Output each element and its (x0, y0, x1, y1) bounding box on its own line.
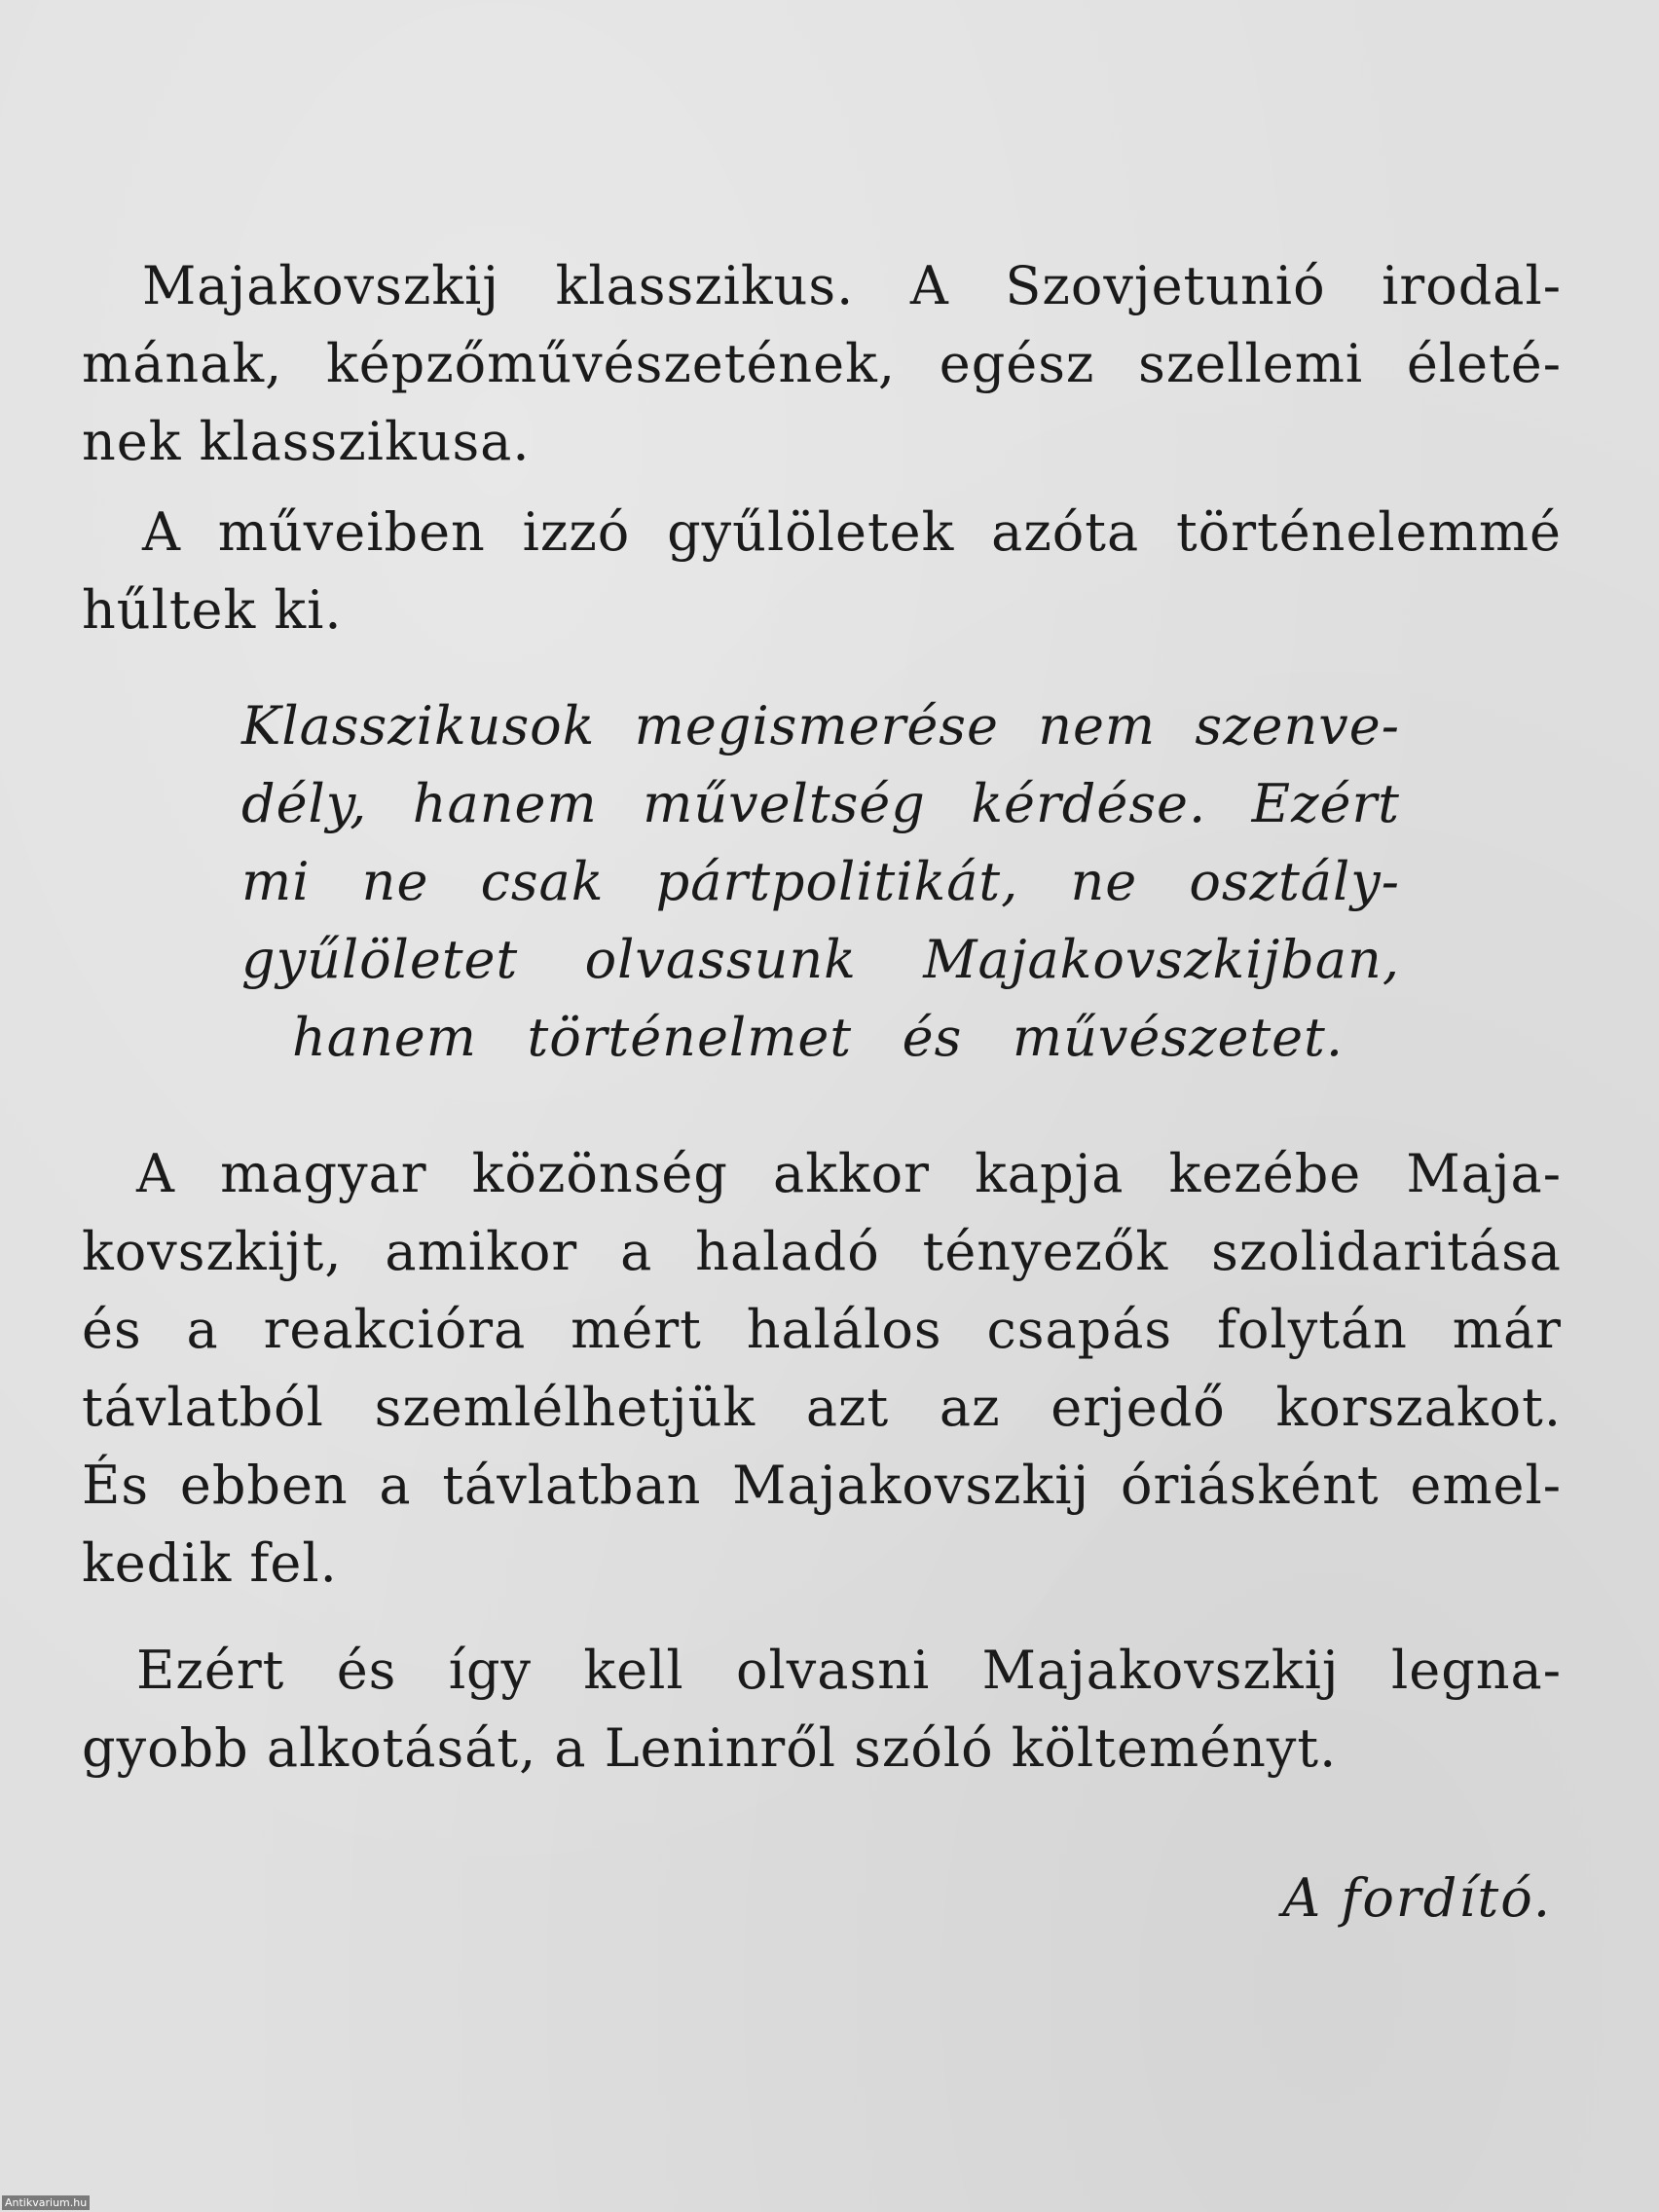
quote-line-2: dély, hanem műveltség kérdése. Ezért (241, 773, 1400, 834)
quote-line-4: gyűlöletet olvassunk Majakovszkijban, (241, 929, 1400, 990)
paragraph-3-line-2: kovszkijt, amikor a haladó tényezők szolidaritása (82, 1221, 1562, 1282)
paragraph-2-line-1: A műveiben izzó gyűlöletek azóta történelemmé (142, 501, 1562, 563)
paragraph-3-line-5: És ebben a távlatban Majakovszkij óriásként emel- (82, 1455, 1562, 1516)
paragraph-3-line-6: kedik fel. (82, 1532, 338, 1594)
paragraph-3-line-3: és a reakcióra mért halálos csapás folytán már (82, 1299, 1562, 1360)
paragraph-1-line-2: mának, képzőművészetének, egész szellemi életé- (82, 333, 1562, 394)
paragraph-1-line-1: Majakovszkij klasszikus. A Szovjetunió irodal- (142, 255, 1562, 316)
paragraph-2-line-2: hűltek ki. (82, 579, 343, 641)
paragraph-1-line-3: nek klasszikusa. (82, 411, 531, 472)
paragraph-4-line-1: Ezért és így kell olvasni Majakovszkij legna- (136, 1640, 1562, 1701)
translator-signature: A fordító. (1282, 1867, 1552, 1929)
quote-line-5: hanem történelmet és művészetet. (292, 1007, 1344, 1068)
paragraph-3-line-4: távlatból szemlélhetjük azt az erjedő korszakot. (82, 1377, 1562, 1438)
quote-line-1: Klasszikusok megismerése nem szenve- (241, 695, 1400, 756)
paragraph-3-line-1: A magyar közönség akkor kapja kezébe Maja- (136, 1143, 1562, 1204)
quote-line-3: mi ne csak pártpolitikát, ne osztály- (241, 851, 1400, 912)
paragraph-4-line-2: gyobb alkotását, a Leninről szóló költeményt. (82, 1717, 1338, 1779)
watermark: Antikvarium.hu (2, 2195, 90, 2210)
